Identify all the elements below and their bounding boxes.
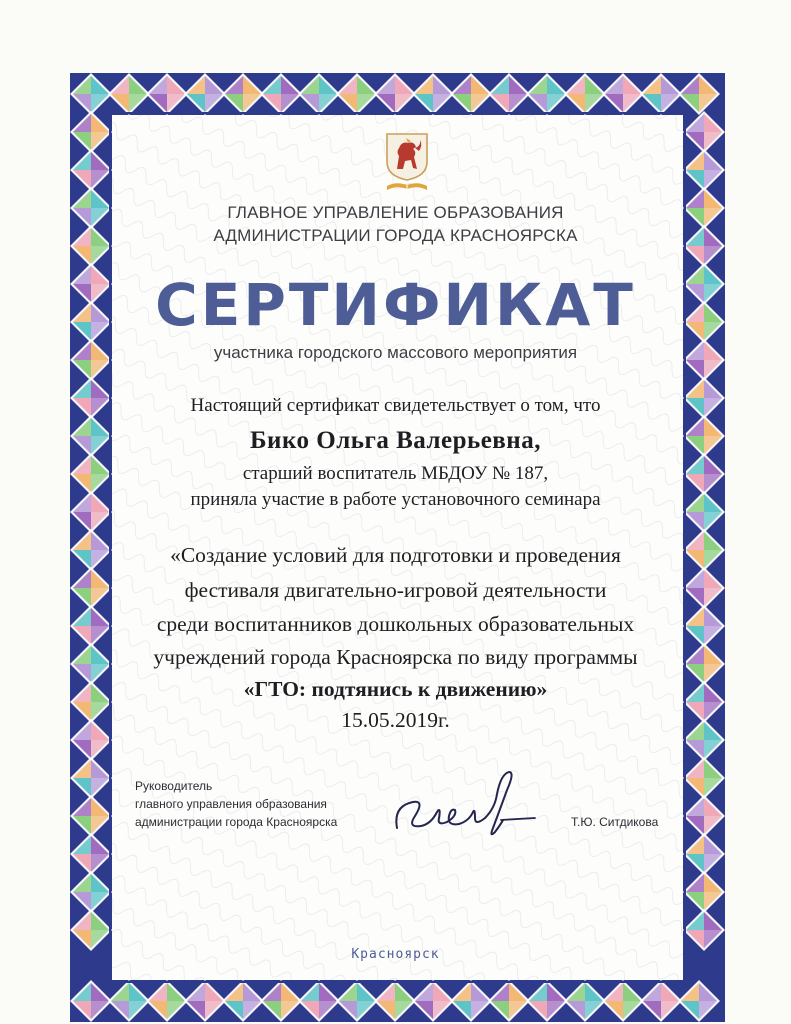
event-date: 15.05.2019г. <box>341 708 450 732</box>
seminar-theme-line-4: учреждений города Красноярска по виду программы <box>153 645 638 669</box>
signatory-name: Т.Ю. Ситдикова <box>571 815 659 829</box>
organization-name-line-2: АДМИНИСТРАЦИИ ГОРОДА КРАСНОЯРСКА <box>213 226 578 245</box>
seminar-theme-line-2: фестиваля двигательно-игровой деятельности <box>184 578 607 602</box>
participation-text: приняла участие в работе установочного семинара <box>190 489 601 510</box>
seminar-theme-line-3: среди воспитанников дошкольных образовательных <box>156 612 635 636</box>
signatory-role-line-1: Руководитель <box>135 779 213 793</box>
signatory-role-line-3: администрации города Красноярска <box>135 815 338 829</box>
signatory-role-line-2: главного управления образования <box>135 797 327 811</box>
organization-name-line-1: ГЛАВНОЕ УПРАВЛЕНИЕ ОБРАЗОВАНИЯ <box>227 203 564 222</box>
intro-text: Настоящий сертификат свидетельствует о том, что <box>190 395 601 416</box>
issuing-city: Красноярск <box>351 947 440 962</box>
certificate-title: СЕРТИФИКАТ <box>155 271 636 339</box>
handwritten-signature <box>385 766 545 846</box>
recipient-name: Бико Ольга Валерьевна, <box>250 427 541 454</box>
certificate-subtitle: участника городского массового мероприятия <box>213 343 578 362</box>
recipient-position: старший воспитатель МБДОУ № 187, <box>242 463 549 484</box>
program-name: «ГТО: подтянись к движению» <box>243 677 548 701</box>
krasnoyarsk-lion-emblem <box>384 132 430 194</box>
seminar-theme-line-1: «Создание условий для подготовки и проведения <box>170 543 621 567</box>
